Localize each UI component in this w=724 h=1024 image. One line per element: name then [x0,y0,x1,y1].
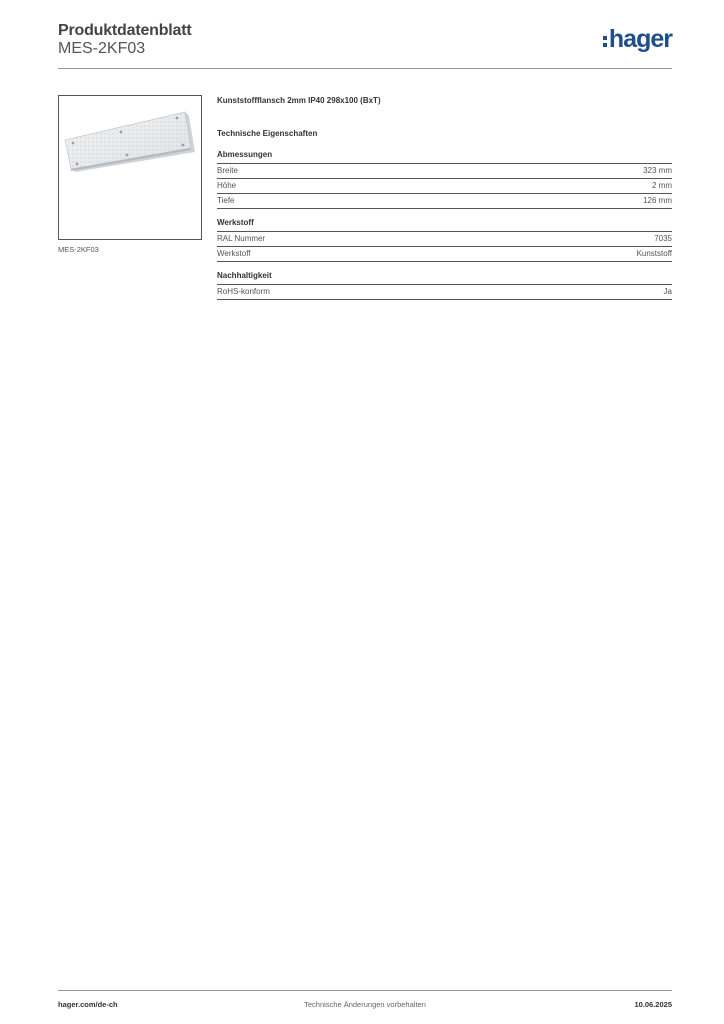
product-details [217,96,672,300]
footer-website-link[interactable]: hager.com/de-ch [58,1000,118,1009]
section-material [217,218,672,262]
logo-colon-icon [603,36,607,47]
section-title: Nachhaltigkeit [217,271,672,285]
spec-label: Werkstoff [217,249,251,258]
spec-row [217,194,672,209]
spec-value: 2 mm [652,181,672,190]
product-description: Kunststoffflansch 2mm IP40 298x100 (BxT) [217,96,381,105]
page-subtitle: MES-2KF03 [58,40,146,57]
spec-label: Höhe [217,181,237,190]
image-caption: MES-2KF03 [58,245,99,254]
section-title: Abmessungen [217,150,672,164]
tech-properties-heading: Technische Eigenschaften [217,129,318,138]
hager-logo [603,24,672,54]
spec-row [217,164,672,179]
spec-row [217,285,672,300]
spec-label: Tiefe [217,196,235,205]
spec-value: 323 mm [643,166,672,175]
page-title: Produktdatenblatt [58,22,192,39]
spec-row [217,179,672,194]
spec-label: RAL Nummer [217,234,266,243]
flange-plate-illustration [59,96,201,239]
section-dimensions [217,150,672,209]
spec-label: Breite [217,166,238,175]
section-sustainability [217,271,672,300]
logo-text: hager [608,24,672,53]
page-footer [58,990,672,1011]
spec-label: RoHS-konform [217,287,270,296]
footer-notice: Technische Änderungen vorbehalten [304,1000,426,1009]
spec-value: Kunststoff [636,249,672,258]
product-image [58,95,202,240]
page-header [58,20,672,69]
spec-value: 126 mm [643,196,672,205]
spec-value: Ja [663,287,672,296]
spec-row [217,247,672,262]
section-title: Werkstoff [217,218,672,232]
footer-date: 10.06.2025 [634,1000,672,1009]
spec-row [217,232,672,247]
spec-value: 7035 [654,234,672,243]
